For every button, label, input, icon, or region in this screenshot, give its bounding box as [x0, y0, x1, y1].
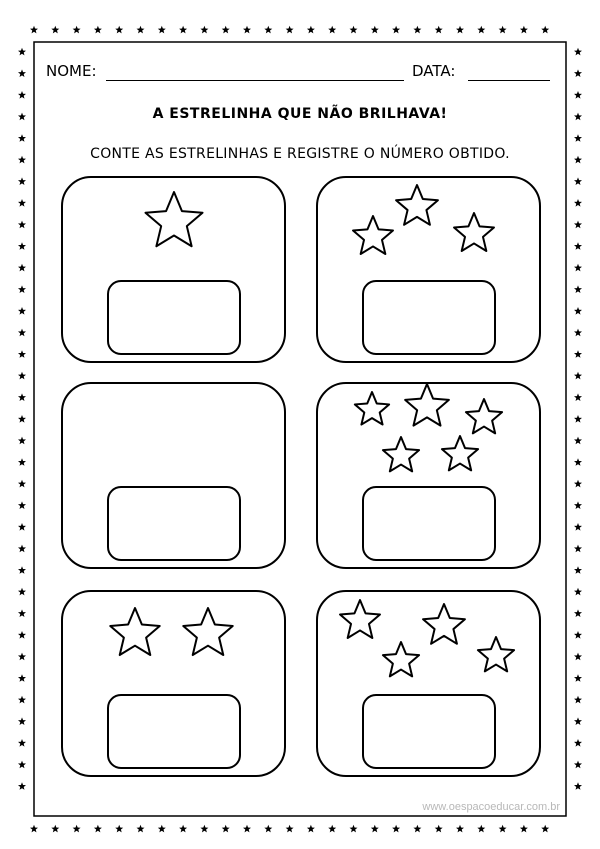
count-card-3 [61, 382, 286, 569]
date-field[interactable] [468, 80, 550, 81]
border-star-icon [574, 134, 582, 142]
border-star-icon [499, 825, 507, 833]
border-star-icon [574, 285, 582, 293]
worksheet-instruction: CONTE AS ESTRELINHAS E REGISTRE O NÚMERO OBTIDO. [90, 146, 510, 162]
border-star-icon [51, 26, 59, 34]
border-star-icon [18, 69, 26, 77]
border-star-icon [574, 631, 582, 639]
border-star-icon [18, 501, 26, 509]
border-star-icon [574, 437, 582, 445]
border-star-icon [435, 26, 443, 34]
border-star-icon [574, 480, 582, 488]
border-star-icon [18, 653, 26, 661]
header [46, 62, 558, 86]
border-star-icon [18, 458, 26, 466]
border-star-icon [435, 825, 443, 833]
border-star-icon [574, 761, 582, 769]
border-star-icon [18, 329, 26, 337]
border-star-icon [18, 674, 26, 682]
border-star-icon [94, 26, 102, 34]
border-star-icon [574, 588, 582, 596]
border-star-icon [574, 739, 582, 747]
border-star-icon [264, 825, 272, 833]
border-star-icon [18, 782, 26, 790]
border-star-icon [18, 631, 26, 639]
border-star-icon [574, 350, 582, 358]
border-star-icon [30, 825, 38, 833]
answer-box-4[interactable] [362, 486, 496, 561]
border-star-icon [18, 696, 26, 704]
border-star-icon [574, 458, 582, 466]
border-star-icon [574, 91, 582, 99]
border-star-icon [477, 26, 485, 34]
worksheet-title: A ESTRELINHA QUE NÃO BRILHAVA! [152, 106, 448, 122]
border-star-icon [328, 825, 336, 833]
border-star-icon [18, 609, 26, 617]
name-field[interactable] [106, 80, 404, 81]
border-star-icon [574, 242, 582, 250]
border-star-icon [18, 134, 26, 142]
border-star-icon [18, 221, 26, 229]
border-star-icon [574, 523, 582, 531]
border-star-icon [18, 242, 26, 250]
border-star-icon [477, 825, 485, 833]
border-star-icon [18, 739, 26, 747]
border-star-icon [179, 26, 187, 34]
border-star-icon [574, 566, 582, 574]
border-star-icon [307, 825, 315, 833]
border-star-icon [264, 26, 272, 34]
border-star-icon [30, 26, 38, 34]
answer-box-5[interactable] [107, 694, 241, 769]
answer-box-6[interactable] [362, 694, 496, 769]
border-star-icon [137, 825, 145, 833]
border-star-icon [520, 825, 528, 833]
border-star-icon [18, 437, 26, 445]
answer-box-2[interactable] [362, 280, 496, 355]
border-star-icon [18, 523, 26, 531]
border-star-icon [574, 393, 582, 401]
border-star-icon [350, 825, 358, 833]
border-star-icon [392, 26, 400, 34]
border-star-icon [18, 177, 26, 185]
border-star-icon [243, 825, 251, 833]
count-card-2 [316, 176, 541, 363]
border-star-icon [574, 545, 582, 553]
border-star-icon [286, 825, 294, 833]
border-star-icon [574, 177, 582, 185]
border-star-icon [18, 545, 26, 553]
border-star-icon [350, 26, 358, 34]
border-star-icon [574, 221, 582, 229]
count-card-4 [316, 382, 541, 569]
border-star-icon [51, 825, 59, 833]
border-star-icon [200, 26, 208, 34]
date-label: DATA: [412, 62, 456, 80]
name-label: NOME: [46, 62, 97, 80]
border-star-icon [574, 307, 582, 315]
count-card-1 [61, 176, 286, 363]
border-star-icon [413, 26, 421, 34]
border-star-icon [243, 26, 251, 34]
border-star-icon [18, 761, 26, 769]
answer-box-3[interactable] [107, 486, 241, 561]
border-star-icon [18, 588, 26, 596]
count-card-5 [61, 590, 286, 777]
border-star-icon [520, 26, 528, 34]
border-star-icon [200, 825, 208, 833]
border-star-icon [222, 825, 230, 833]
count-card-6 [316, 590, 541, 777]
border-star-icon [179, 825, 187, 833]
border-star-icon [392, 825, 400, 833]
border-star-icon [328, 26, 336, 34]
border-star-icon [18, 48, 26, 56]
border-star-icon [307, 26, 315, 34]
border-star-icon [371, 26, 379, 34]
border-star-icon [73, 825, 81, 833]
border-star-icon [574, 674, 582, 682]
border-star-icon [137, 26, 145, 34]
border-star-icon [413, 825, 421, 833]
border-star-icon [222, 26, 230, 34]
answer-box-1[interactable] [107, 280, 241, 355]
border-star-icon [574, 199, 582, 207]
border-star-icon [73, 26, 81, 34]
border-star-icon [574, 329, 582, 337]
border-star-icon [18, 372, 26, 380]
border-star-icon [574, 653, 582, 661]
border-star-icon [456, 26, 464, 34]
border-star-icon [371, 825, 379, 833]
border-star-icon [18, 199, 26, 207]
border-star-icon [115, 26, 123, 34]
border-star-icon [574, 69, 582, 77]
border-star-icon [18, 480, 26, 488]
border-star-icon [574, 696, 582, 704]
border-star-icon [18, 307, 26, 315]
border-star-icon [574, 48, 582, 56]
border-star-icon [574, 264, 582, 272]
border-star-icon [18, 350, 26, 358]
border-star-icon [18, 415, 26, 423]
border-star-icon [18, 717, 26, 725]
border-star-icon [574, 717, 582, 725]
border-star-icon [18, 91, 26, 99]
border-star-icon [286, 26, 294, 34]
border-star-icon [18, 264, 26, 272]
border-star-icon [541, 825, 549, 833]
border-star-icon [574, 415, 582, 423]
border-star-icon [18, 285, 26, 293]
border-star-icon [18, 393, 26, 401]
border-star-icon [574, 782, 582, 790]
watermark: www.oespacoeducar.com.br [422, 801, 560, 813]
border-star-icon [541, 26, 549, 34]
border-star-icon [574, 501, 582, 509]
border-star-icon [574, 372, 582, 380]
border-star-icon [94, 825, 102, 833]
border-star-icon [158, 26, 166, 34]
border-star-icon [18, 566, 26, 574]
border-star-icon [574, 609, 582, 617]
border-star-icon [115, 825, 123, 833]
border-star-icon [499, 26, 507, 34]
border-star-icon [158, 825, 166, 833]
border-star-icon [456, 825, 464, 833]
